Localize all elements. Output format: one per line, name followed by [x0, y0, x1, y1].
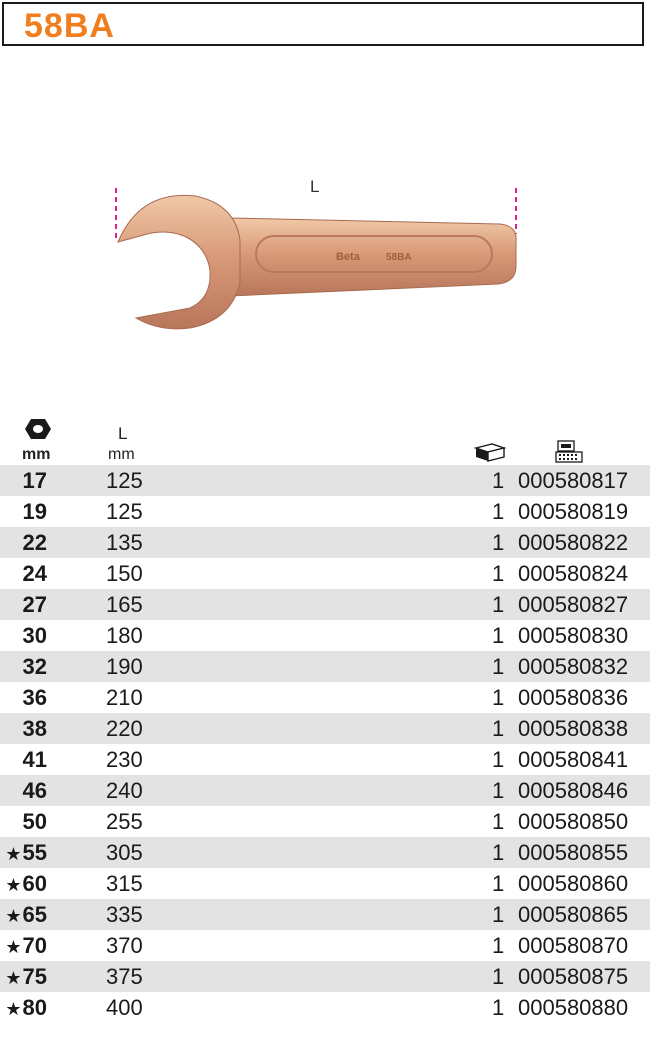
table-row: [0, 465, 650, 496]
size-value: 24: [22, 561, 47, 586]
length-cell: 375: [106, 964, 143, 989]
article-code-cell: 000580880: [518, 995, 629, 1020]
star-icon: ★: [5, 937, 22, 957]
table-row: [0, 992, 650, 1023]
article-code-cell: 000580836: [518, 685, 629, 710]
pack-quantity-cell: 1: [492, 747, 505, 772]
pack-quantity-cell: 1: [492, 716, 505, 741]
wrench-size-cell: [3, 620, 47, 653]
size-value: 38: [22, 716, 47, 741]
table-row: [0, 713, 650, 744]
pack-quantity-cell: 1: [492, 964, 505, 989]
pack-quantity-cell: 1: [492, 809, 505, 834]
size-value: 70: [22, 933, 47, 958]
star-icon: ★: [5, 906, 22, 926]
article-code-cell: 000580819: [518, 499, 629, 524]
wrench-size-cell: [3, 713, 47, 746]
wrench-size-cell: [3, 775, 47, 808]
model-mark: 58BA: [386, 252, 412, 263]
pack-quantity-cell: 1: [492, 468, 505, 493]
pack-quantity-cell: 1: [492, 654, 505, 679]
article-code-cell: 000580830: [518, 623, 629, 648]
size-value: 30: [22, 623, 47, 648]
table-row: [0, 868, 650, 899]
size-value: 46: [22, 778, 47, 803]
length-cell: 165: [106, 592, 143, 617]
size-value: 60: [22, 871, 47, 896]
size-value: 17: [22, 468, 47, 493]
product-table: [0, 465, 650, 1023]
length-cell: 150: [106, 561, 143, 586]
table-row: [0, 558, 650, 589]
length-cell: 180: [106, 623, 143, 648]
table-row: [0, 589, 650, 620]
wrench-size-cell: [3, 682, 47, 715]
table-row: [0, 837, 650, 868]
table-row: [0, 775, 650, 806]
length-cell: 190: [106, 654, 143, 679]
wrench-size-cell: [3, 961, 47, 994]
wrench-size-cell: [3, 930, 47, 963]
pack-quantity-cell: 1: [492, 995, 505, 1020]
table-row: [0, 930, 650, 961]
length-cell: 135: [106, 530, 143, 555]
pack-quantity-cell: 1: [492, 933, 505, 958]
length-header-label: L: [118, 424, 128, 443]
wrench-size-cell: [3, 837, 47, 870]
wrench-size-cell: [3, 465, 47, 498]
table-row: [0, 961, 650, 992]
length-cell: 335: [106, 902, 143, 927]
length-cell: 220: [106, 716, 143, 741]
size-value: 19: [22, 499, 47, 524]
table-row: [0, 744, 650, 775]
size-value: 55: [22, 840, 47, 865]
package-box-icon: [474, 440, 506, 467]
size-value: 32: [22, 654, 47, 679]
article-code-cell: 000580850: [518, 809, 629, 834]
wrench-size-cell: [3, 992, 47, 1025]
pack-quantity-cell: 1: [492, 778, 505, 803]
size-value: 65: [22, 902, 47, 927]
size-value: 80: [22, 995, 47, 1020]
pack-quantity-cell: 1: [492, 530, 505, 555]
pack-quantity-cell: 1: [492, 561, 505, 586]
length-cell: 370: [106, 933, 143, 958]
star-icon: ★: [5, 999, 22, 1019]
size-unit-label: mm: [22, 446, 51, 463]
wrench-size-cell: [3, 744, 47, 777]
article-code-cell: 000580817: [518, 468, 629, 493]
pack-quantity-cell: 1: [492, 623, 505, 648]
wrench-size-cell: [3, 806, 47, 839]
size-value: 41: [22, 747, 47, 772]
length-cell: 125: [106, 468, 143, 493]
article-code-cell: 000580870: [518, 933, 629, 958]
length-cell: 210: [106, 685, 143, 710]
length-cell: 255: [106, 809, 143, 834]
length-cell: 315: [106, 871, 143, 896]
size-value: 50: [22, 809, 47, 834]
table-row: [0, 806, 650, 837]
pack-quantity-cell: 1: [492, 685, 505, 710]
table-row: [0, 620, 650, 651]
wrench-figure: [100, 170, 540, 340]
table-row: [0, 899, 650, 930]
article-code-cell: 000580860: [518, 871, 629, 896]
length-cell: 400: [106, 995, 143, 1020]
wrench-size-cell: [3, 868, 47, 901]
table-row: [0, 682, 650, 713]
wrench-size-cell: [3, 589, 47, 622]
size-value: 75: [22, 964, 47, 989]
length-cell: 230: [106, 747, 143, 772]
star-icon: ★: [5, 968, 22, 988]
length-unit-label: mm: [108, 446, 135, 463]
table-row: [0, 496, 650, 527]
brand-mark: Beta: [336, 251, 360, 263]
table-row: [0, 651, 650, 682]
pack-quantity-cell: 1: [492, 840, 505, 865]
article-code-cell: 000580875: [518, 964, 629, 989]
slogging-wrench-image: [100, 170, 540, 340]
article-code-cell: 000580841: [518, 747, 629, 772]
article-code-cell: 000580838: [518, 716, 629, 741]
article-code-cell: 000580846: [518, 778, 629, 803]
pack-quantity-cell: 1: [492, 592, 505, 617]
table-row: [0, 527, 650, 558]
wrench-size-cell: [3, 558, 47, 591]
length-cell: 125: [106, 499, 143, 524]
wrench-head: [118, 195, 240, 329]
pack-quantity-cell: 1: [492, 902, 505, 927]
wrench-size-cell: [3, 527, 47, 560]
length-cell: 305: [106, 840, 143, 865]
hex-nut-icon: [24, 418, 52, 445]
star-icon: ★: [5, 844, 22, 864]
article-code-cell: 000580822: [518, 530, 629, 555]
article-code-cell: 000580832: [518, 654, 629, 679]
length-cell: 240: [106, 778, 143, 803]
size-value: 27: [22, 592, 47, 617]
article-code-cell: 000580865: [518, 902, 629, 927]
wrench-size-cell: [3, 651, 47, 684]
dimension-label: L: [310, 177, 320, 196]
article-code-cell: 000580824: [518, 561, 629, 586]
article-code-cell: 000580827: [518, 592, 629, 617]
page-title: 58BA: [24, 7, 115, 45]
header-bar: [2, 2, 644, 46]
size-value: 22: [22, 530, 47, 555]
pack-quantity-cell: 1: [492, 499, 505, 524]
star-icon: ★: [5, 875, 22, 895]
article-code-cell: 000580855: [518, 840, 629, 865]
wrench-size-cell: [3, 899, 47, 932]
size-value: 36: [22, 685, 47, 710]
pack-quantity-cell: 1: [492, 871, 505, 896]
wrench-size-cell: [3, 496, 47, 529]
